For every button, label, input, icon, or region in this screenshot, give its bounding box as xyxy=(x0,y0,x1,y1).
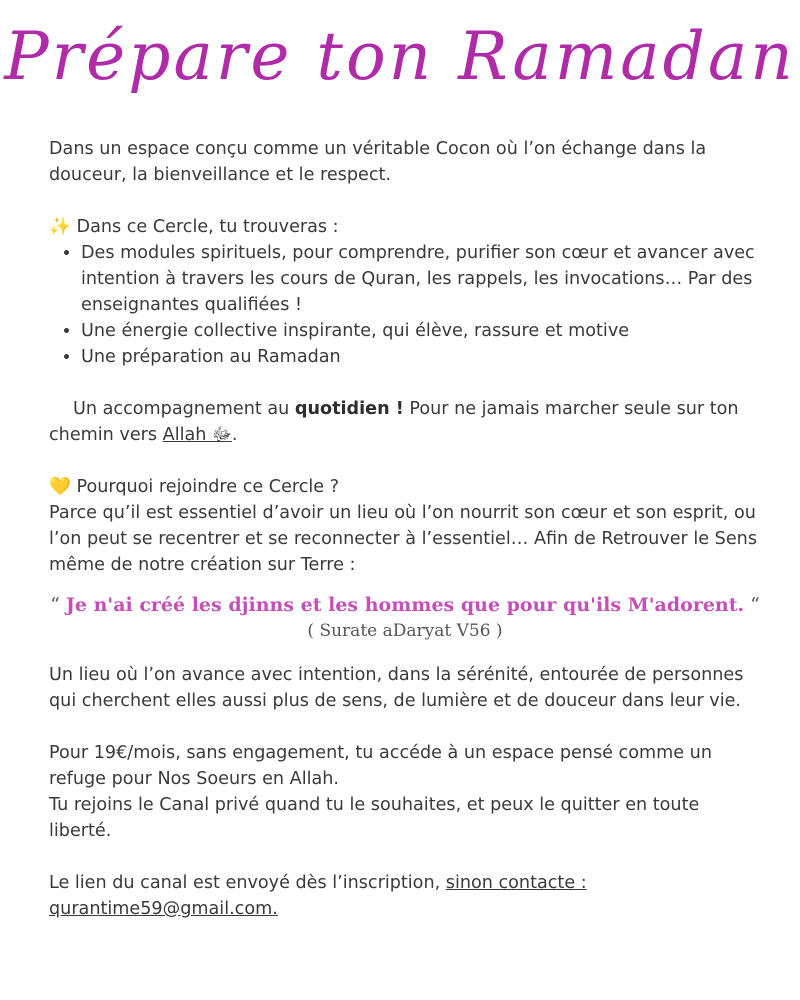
prix-line-2: Tu rejoins le Canal privé quand tu le souhaites, et peux le quitter en toute liberté. xyxy=(49,795,700,841)
quote-reference: ( Surate aDaryat V56 ) xyxy=(307,621,503,641)
lien-paragraph xyxy=(49,870,761,922)
cercle-heading xyxy=(49,214,761,240)
quote-close: “ xyxy=(750,594,760,616)
contact-link[interactable]: sinon contacte : xyxy=(445,873,587,893)
accompagnement-text: Un accompagnement au xyxy=(73,399,290,419)
sparkles-icon: ✨ xyxy=(49,217,71,237)
cercle-list xyxy=(49,240,761,370)
lien-text: Le lien du canal est envoyé dès l’inscription, xyxy=(49,873,446,893)
yellow-heart-icon: 💛 xyxy=(49,477,71,497)
list-item: • Une énergie collective inspirante, qui élève, rassure et motive xyxy=(81,318,761,344)
pourquoi-heading xyxy=(49,474,761,500)
accompagnement-after: Pour ne jamais marcher seule sur ton chemin vers xyxy=(49,399,739,445)
quotidien-bold: quotidien ! xyxy=(294,399,404,419)
pourquoi-paragraph: Parce qu’il est essentiel d’avoir un lieu où l’on nourrit son cœur et son esprit, ou l’on peut se recentrer et se reconnecter à l’essentiel… Afin de Retrouver le Sens même de notre création sur Terre : xyxy=(49,503,757,575)
page-title: Prépare ton Ramadan xyxy=(4,18,796,95)
list-item: • Une préparation au Ramadan xyxy=(81,344,761,370)
allah-link[interactable]: Allah ﷻ xyxy=(162,425,232,445)
pourquoi-heading-text: Pourquoi rejoindre ce Cercle ? xyxy=(76,477,340,497)
lieu-paragraph: Un lieu où l’on avance avec intention, dans la sérénité, entourée de personnes qui cherchent elles aussi plus de sens, de lumière et de douceur dans leur vie. xyxy=(49,665,744,711)
intro-paragraph: Dans un espace conçu comme un véritable Cocon où l’on échange dans la douceur, la bienveillance et le respect. xyxy=(49,139,707,185)
quote-open: “ xyxy=(50,594,60,616)
prix-line-1: Pour 19€/mois, sans engagement, tu accéde à un espace pensé comme un refuge pour Nos Soeurs en Allah. xyxy=(49,743,712,789)
email-link[interactable]: qurantime59@gmail.com. xyxy=(49,899,278,919)
quote-text: Je n'ai créé les djinns et les hommes que pour qu'ils M'adorent. xyxy=(65,594,745,616)
content xyxy=(49,136,761,922)
list-item: • Des modules spirituels, pour comprendre, purifier son cœur et avancer avec intention à travers les cours de Quran, les rappels, les invocations… Par des enseignantes qualifiées ! xyxy=(81,240,761,318)
accompagnement-end: . xyxy=(231,425,238,445)
cercle-heading-text: Dans ce Cercle, tu trouveras : xyxy=(76,217,339,237)
accompagnement-paragraph xyxy=(49,396,761,448)
quote-block xyxy=(49,592,761,644)
